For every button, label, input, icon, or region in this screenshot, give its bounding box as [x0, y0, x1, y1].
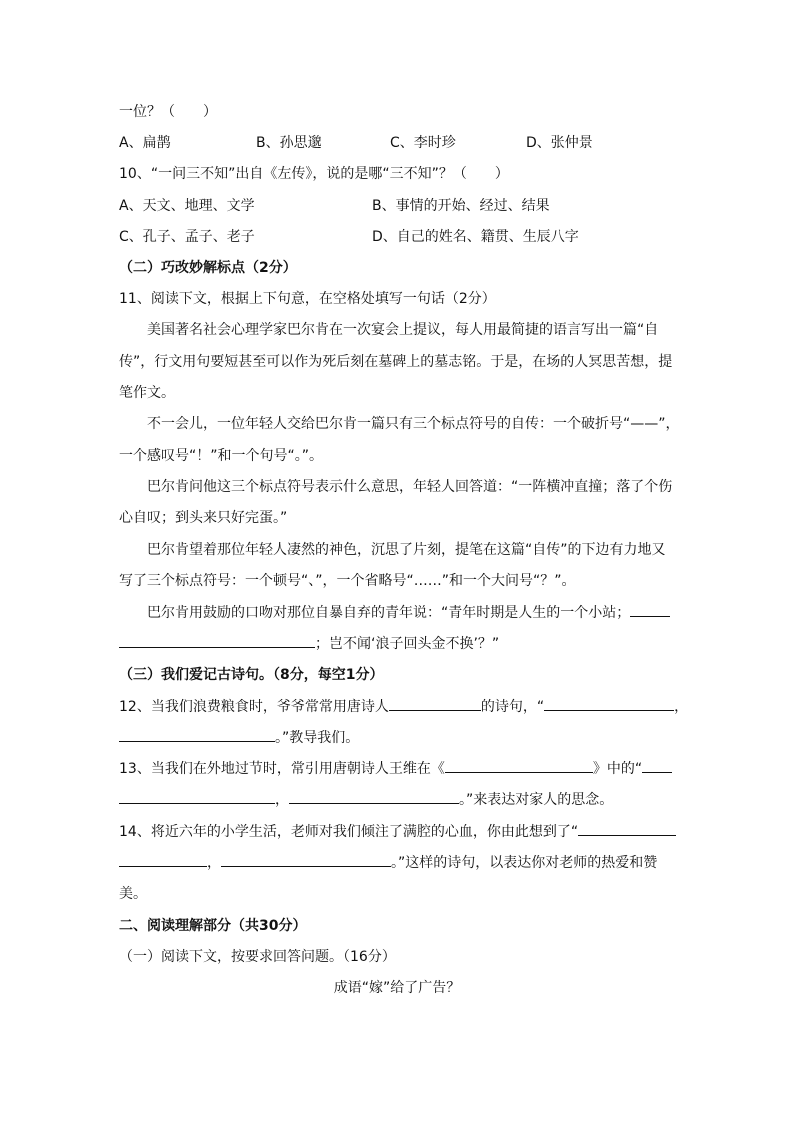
q13-verse-blank-2[interactable]	[289, 790, 459, 804]
q11-paragraph-2-line-2: 一个感叹号“！”和一个句号“。”。	[119, 448, 324, 464]
q14-verse-blank-2[interactable]	[221, 853, 391, 867]
q12-verse-blank-1[interactable]	[544, 697, 674, 711]
q13-tail: 。”来表达对家人的思念。	[459, 792, 614, 808]
q11-paragraph-1-line-1: 美国著名社会心理学家巴尔肯在一次宴会上提议，每人用最简捷的语言写出一篇“自	[147, 322, 659, 338]
article-title: 成语“嫁”给了广告？	[333, 980, 461, 996]
q10-option-b: B、事情的开始、经过、结果	[372, 198, 550, 214]
q12-stem-mid: 的诗句，“	[480, 699, 545, 715]
q12-poet-blank[interactable]	[389, 697, 481, 711]
q10-stem: 10、“一问三不知”出自《左传》，说的是哪“三不知”？（ ）	[119, 166, 509, 182]
q13-verse-blank-1[interactable]	[119, 790, 275, 804]
q14-stem: 14、将近六年的小学生活，老师对我们倾注了满腔的心血，你由此想到了“	[119, 824, 579, 840]
q12-stem: 12、当我们浪费粮食时，爷爷常常用唐诗人	[119, 699, 389, 715]
q11-paragraph-3-line-1: 巴尔肯问他这三个标点符号表示什么意思，年轻人回答道：“一阵横冲直撞；落了个伤	[147, 479, 673, 495]
part-heading-reading: 二、阅读理解部分（共30分）	[119, 918, 307, 934]
section-heading-punctuation: （二）巧改妙解标点（2分）	[119, 260, 297, 276]
q9-option-d: D、张仲景	[526, 135, 593, 151]
section-heading-poems: （三）我们爱记古诗句。（8分，每空1分）	[119, 667, 384, 683]
q10-option-c: C、孔子、孟子、老子	[119, 229, 255, 245]
q14-comma: ，	[207, 855, 221, 871]
q11-paragraph-4-line-2: 写了三个标点符号：一个顿号“、”，一个省略号“……”和一个大问号“？”。	[119, 573, 576, 589]
q9-stem-tail: 一位？（ ）	[119, 104, 217, 120]
q11-paragraph-2-line-1: 不一会儿，一位年轻人交给巴尔肯一篇只有三个标点符号的自传：一个破折号“——”，	[147, 416, 680, 432]
q12-comma: ，	[674, 699, 689, 715]
q11-paragraph-5-line-2	[119, 634, 499, 654]
q13-stem: 13、当我们在外地过节时，常引用唐朝诗人王维在《	[119, 761, 445, 777]
q11-paragraph-5-line-1	[147, 603, 670, 623]
q13-poem-title-blank[interactable]	[445, 759, 593, 773]
q12-line-2	[119, 728, 359, 748]
reading-subsection-heading: （一）阅读下文，按要求回答问题。（16分）	[119, 949, 396, 965]
q11-stem: 11、阅读下文，根据上下句意，在空格处填写一句话（2分）	[119, 291, 496, 307]
q10-option-a: A、天文、地理、文学	[119, 198, 255, 214]
q11-paragraph-1-line-2: 传”，行文用句要短甚至可以作为死后刻在墓碑上的墓志铭。于是，在场的人冥思苦想，提	[119, 354, 673, 370]
q11-paragraph-3-line-2: 心自叹；到头来只好完蛋。”	[119, 510, 288, 526]
q9-option-a: A、扁鹊	[119, 135, 171, 151]
q12-line-1	[119, 697, 688, 717]
q13-stem-mid: 》中的“	[592, 761, 643, 777]
q14-line-3: 美。	[119, 886, 147, 902]
q12-tail: 。”教导我们。	[275, 730, 360, 746]
q14-tail: 。”这样的诗句，以表达你对老师的热爱和赞	[391, 855, 658, 871]
q11-paragraph-4-line-1: 巴尔肯望着那位年轻人凄然的神色，沉思了片刻，提笔在这篇“自传”的下边有力地又	[147, 542, 666, 558]
q9-option-b: B、孙思邈	[256, 135, 322, 151]
q11-paragraph-5-tail: ；岂不闻‘浪子回头金不换’？”	[315, 636, 500, 652]
q11-paragraph-1-line-3: 笔作文。	[119, 385, 175, 401]
q9-option-c: C、李时珍	[390, 135, 456, 151]
q13-comma: ，	[275, 792, 289, 808]
q11-answer-blank[interactable]	[119, 634, 315, 648]
q13-line-2	[119, 790, 613, 810]
q14-line-2	[119, 853, 657, 873]
q11-answer-blank-start[interactable]	[630, 603, 670, 617]
q11-paragraph-5-text: 巴尔肯用鼓励的口吻对那位自暴自弃的青年说：“青年时期是人生的一个小站；	[147, 605, 631, 621]
q14-line-1	[119, 822, 676, 842]
q14-verse-blank-start[interactable]	[578, 822, 676, 836]
q13-verse-blank-start[interactable]	[642, 759, 672, 773]
q13-line-1	[119, 759, 672, 779]
q12-verse-blank-2[interactable]	[119, 728, 275, 742]
q14-verse-blank-1[interactable]	[119, 853, 207, 867]
q10-option-d: D、自己的姓名、籍贯、生辰八字	[372, 229, 579, 245]
